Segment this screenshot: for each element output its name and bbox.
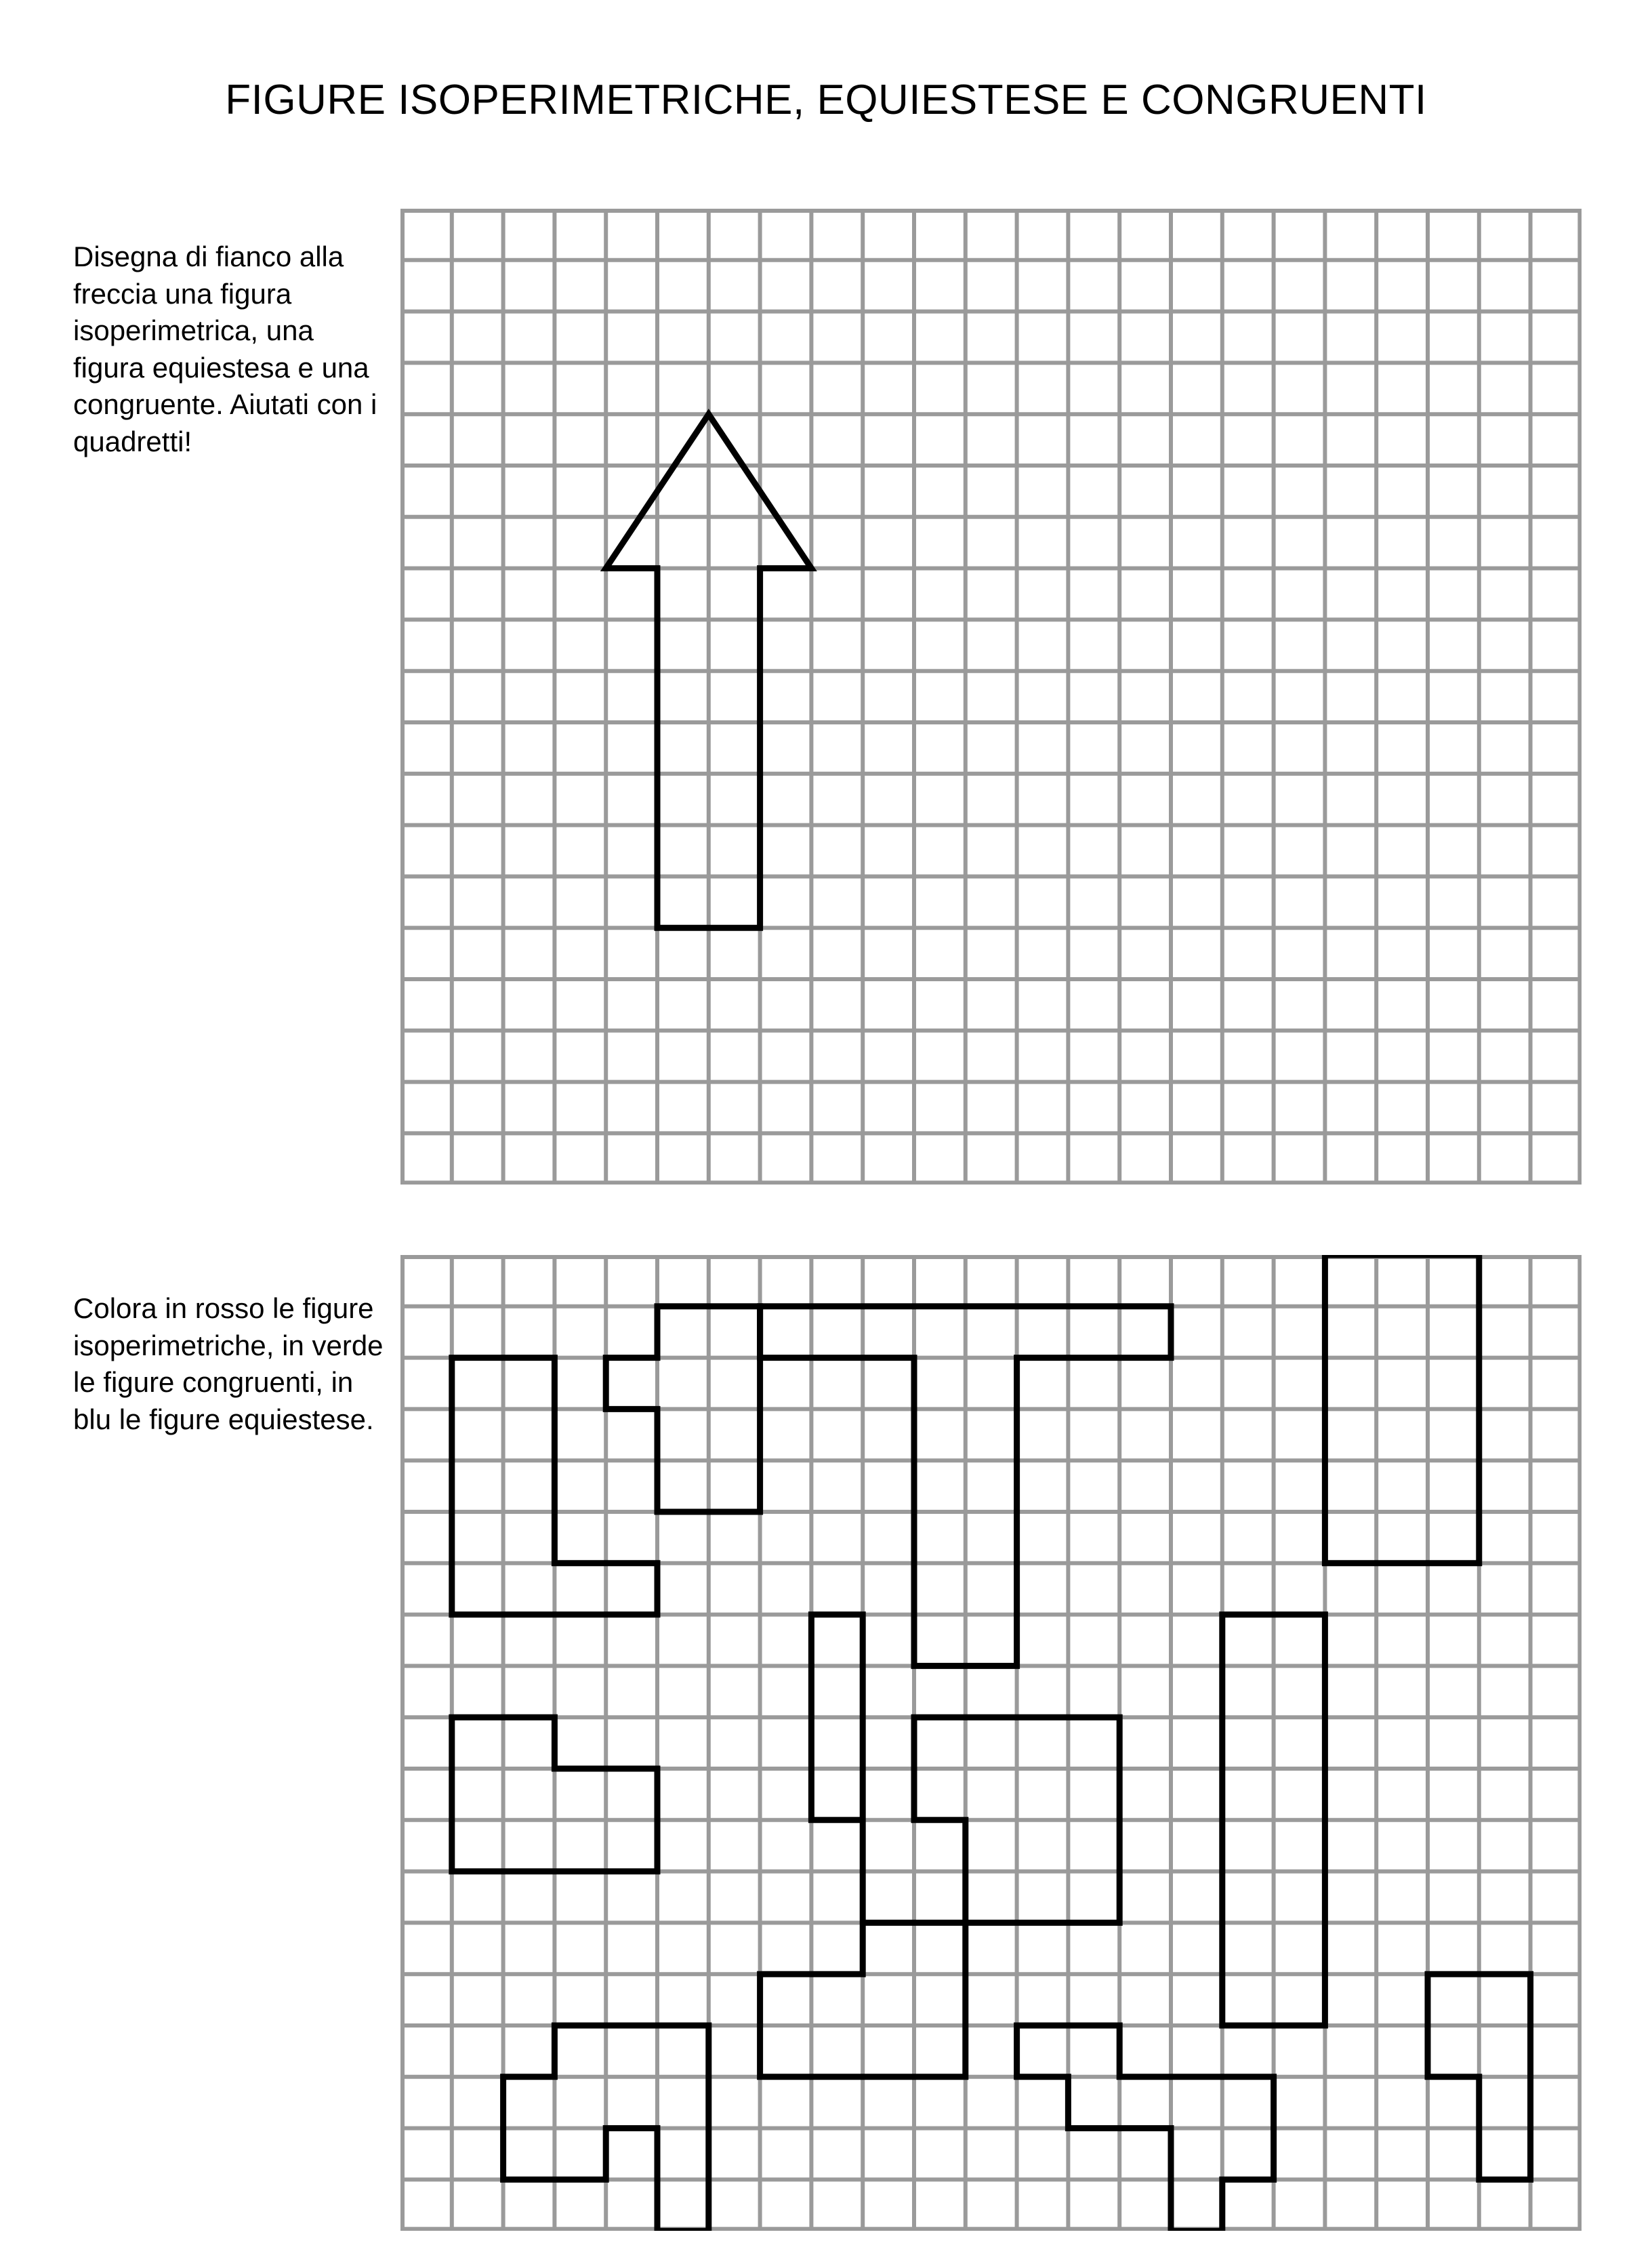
page-title: FIGURE ISOPERIMETRICHE, EQUIESTESE E CONGRUENTI (225, 76, 1427, 123)
exercise-2-grid-canvas (400, 1255, 1582, 2231)
exercise-1-prompt: Disegna di fianco alla freccia una figura isoperimetrica, una figura equiestesa e una congruente. Aiutati con i quadretti! (73, 241, 377, 457)
grid-lines (400, 1255, 1582, 2231)
figures (452, 1255, 1531, 2231)
exercise-2-prompt: Colora in rosso le figure isoperimetriche, in verde le figure congruenti, in blu le figure equiestese. (73, 1292, 384, 1435)
exercise-2-grid[interactable] (400, 1255, 1582, 2220)
